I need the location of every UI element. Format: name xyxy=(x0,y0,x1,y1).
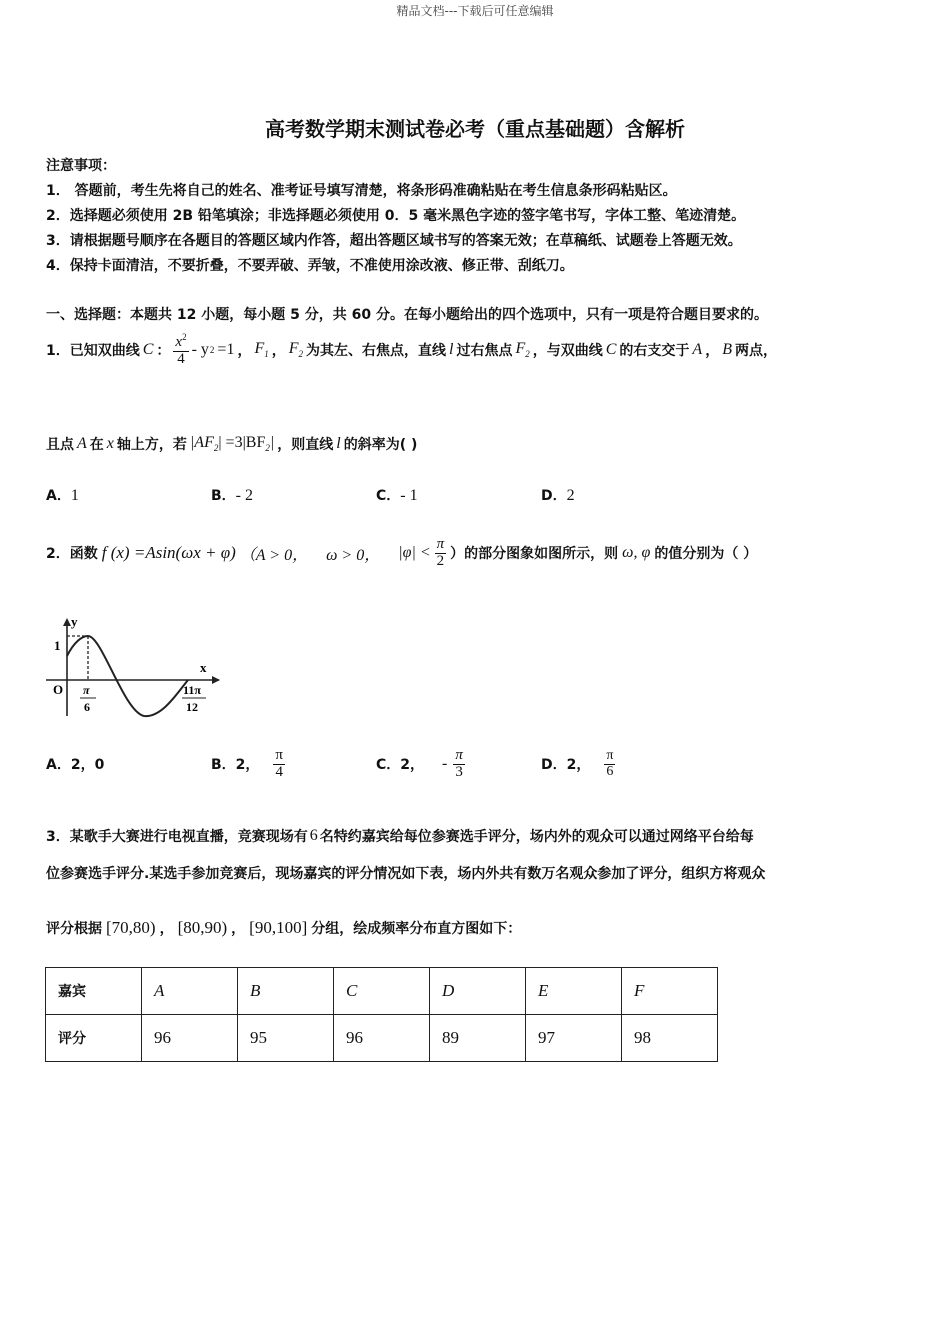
interval-2: [80,90) xyxy=(177,918,228,937)
table-row xyxy=(46,968,718,1015)
abs-af: |AF xyxy=(189,434,214,452)
tick-11pi: 11π xyxy=(183,683,201,697)
interval-3: [90,100] xyxy=(249,918,308,937)
score-cell: 96 xyxy=(142,1015,238,1062)
x-label: x xyxy=(200,660,207,675)
score-cell: 96 xyxy=(334,1015,430,1062)
number-six: 6 xyxy=(309,827,318,844)
distance-condition xyxy=(190,434,274,453)
question-1-text: ，则直线 xyxy=(277,437,334,453)
hyperbola-symbol: C xyxy=(142,341,154,358)
origin-label: O xyxy=(53,682,64,697)
guest-cell: B xyxy=(238,968,334,1015)
minus-y: - y xyxy=(191,341,209,358)
x-axis-arrow xyxy=(212,676,220,684)
abs-bf: | =3|BF xyxy=(218,434,266,452)
question-1-text: 的斜率为( ) xyxy=(343,437,418,453)
colon: ： xyxy=(156,343,171,359)
denominator: 4 xyxy=(177,350,185,367)
question-1-number: 1．已知双曲线 xyxy=(46,343,140,359)
point-a: A xyxy=(77,435,87,452)
function-expression: f (x) =Asin(ωx + φ) xyxy=(101,543,236,562)
line-l: l xyxy=(336,435,341,452)
option-d[interactable] xyxy=(541,485,661,505)
line-l: l xyxy=(449,341,454,358)
denominator: 3 xyxy=(455,763,463,780)
option-label: B．2， xyxy=(211,757,260,773)
question-2-options xyxy=(46,740,661,788)
page-header: 精品文档---下载后可任意编辑 xyxy=(396,4,554,18)
question-1-text: 轴上方，若 xyxy=(116,437,187,453)
focus-f2 xyxy=(289,340,303,359)
numerator: π xyxy=(455,746,463,763)
score-cell: 95 xyxy=(238,1015,334,1062)
page-title: 高考数学期末测试卷必考（重点基础题）含解析 xyxy=(265,117,685,141)
tick-pi: π xyxy=(83,683,90,697)
option-label: D．2， xyxy=(541,757,591,773)
subscript: 2 xyxy=(265,443,270,454)
option-d[interactable] xyxy=(541,749,661,779)
question-1-options xyxy=(46,485,661,505)
question-2-number: 2．函数 xyxy=(46,546,98,562)
exponent: 2 xyxy=(182,331,187,342)
question-1-text: 两点， xyxy=(734,343,777,359)
question-3-text: 评分根据 xyxy=(46,921,102,937)
question-1-line-1 xyxy=(46,328,777,372)
notice-heading: 注意事项： xyxy=(46,158,116,174)
option-b[interactable] xyxy=(211,748,376,781)
guest-cell: E xyxy=(526,968,622,1015)
abs-bar: | xyxy=(269,434,275,452)
option-a[interactable] xyxy=(46,754,211,774)
option-c[interactable] xyxy=(376,485,541,505)
row-header: 嘉宾 xyxy=(46,968,142,1015)
question-1-text: ，与双曲线 xyxy=(532,343,603,359)
question-1-text: 在 xyxy=(89,437,104,453)
numerator: π xyxy=(436,535,445,552)
y-axis-arrow xyxy=(63,618,71,626)
hyperbola-symbol: C xyxy=(605,341,617,358)
sine-graph xyxy=(44,612,224,720)
f1-letter: F xyxy=(254,340,265,358)
question-3-line-3: 评分根据 [70,80) ， [80,90) ， [90,100] 分组，绘成频率分布直方图如下： xyxy=(46,918,522,937)
tick-twelve: 12 xyxy=(186,700,198,714)
section-heading: 一、选择题：本题共 12 小题，每小题 5 分，共 60 分。在每小题给出的四个选项中，只有一项是符合题目要求的。 xyxy=(46,307,768,323)
point-a: A xyxy=(692,341,703,358)
option-label: B． xyxy=(211,488,236,504)
focus-f1 xyxy=(254,340,268,359)
numerator: π xyxy=(275,746,283,763)
question-3-line-2: 位参赛选手评分.某选手参加竞赛后，现场嘉宾的评分情况如下表，场内外共有数万名观众参加了评分，组织方将观众 xyxy=(46,866,766,882)
question-1-text: 的右支交于 xyxy=(619,343,690,359)
question-3-line-1 xyxy=(46,825,754,847)
score-table xyxy=(45,967,718,1062)
option-c[interactable] xyxy=(376,748,541,781)
var-x: x xyxy=(175,333,183,350)
numerator: π xyxy=(606,747,614,763)
denominator: 4 xyxy=(275,763,283,780)
row-header: 评分 xyxy=(46,1015,142,1062)
notice-item: 2．选择题必须使用 2B 铅笔填涂；非选择题必须使用 0．5 毫米黑色字迹的签字笔书写，字体工整、笔迹清楚。 xyxy=(46,208,746,224)
score-cell: 89 xyxy=(430,1015,526,1062)
omega-phi: ω, φ xyxy=(622,544,651,561)
comma: ， xyxy=(271,343,286,359)
question-2-text: ）的部分图象如图所示，则 xyxy=(450,546,619,562)
y-tick-one: 1 xyxy=(54,638,61,653)
option-b[interactable] xyxy=(211,485,376,505)
question-1-text: 为其左、右焦点，直线 xyxy=(306,343,447,359)
denominator: 2 xyxy=(436,552,445,569)
question-1-text: 且点 xyxy=(46,437,74,453)
guest-cell: C xyxy=(334,968,430,1015)
fraction-x2-over-4 xyxy=(173,333,188,368)
fraction xyxy=(453,748,465,781)
option-label: A．2，0 xyxy=(46,757,105,773)
point-b: B xyxy=(722,341,732,358)
question-3-text: 3．某歌手大赛进行电视直播，竞赛现场有 xyxy=(46,829,308,845)
option-label: D． xyxy=(541,488,567,504)
condition-phi: |φ| < xyxy=(398,544,431,561)
condition-omega: ω > 0， xyxy=(326,546,381,564)
score-cell: 98 xyxy=(622,1015,718,1062)
notice-item: 4．保持卡面清洁，不要折叠，不要弄破、弄皱，不准使用涂改液、修正带、刮纸刀。 xyxy=(46,258,574,274)
option-label: C． xyxy=(376,488,401,504)
option-a[interactable] xyxy=(46,485,211,505)
option-value: 1 xyxy=(70,487,79,504)
option-label: C．2， xyxy=(376,757,425,773)
guest-cell: D xyxy=(430,968,526,1015)
option-value: - 1 xyxy=(400,487,418,504)
y-label: y xyxy=(71,614,78,629)
minus-sign: - xyxy=(442,755,448,772)
fraction-pi-over-2 xyxy=(435,537,447,570)
denominator: 6 xyxy=(606,763,614,779)
f2-subscript: 2 xyxy=(298,349,304,360)
fraction xyxy=(273,748,285,781)
guest-cell: A xyxy=(142,968,238,1015)
notice-item: 1． 答题前，考生先将自己的姓名、准考证号填写清楚，将条形码准确粘贴在考生信息条形码粘贴区。 xyxy=(46,183,677,199)
notice-item: 3．请根据题号顺序在各题目的答题区域内作答，超出答题区域书写的答案无效；在草稿纸、试题卷上答题无效。 xyxy=(46,233,742,249)
interval-1: [70,80) xyxy=(106,918,156,937)
subscript: 2 xyxy=(213,443,219,454)
table-row xyxy=(46,1015,718,1062)
question-3-text: 名特约嘉宾给每位参赛选手评分，场内外的观众可以通过网络平台给每 xyxy=(319,829,754,845)
score-cell: 97 xyxy=(526,1015,622,1062)
f2-letter: F xyxy=(515,340,526,358)
option-value: 2 xyxy=(566,487,575,504)
question-2-text: 的值分别为（ ） xyxy=(654,546,758,562)
exponent: 2 xyxy=(209,345,215,355)
comma: ， xyxy=(705,343,720,359)
question-1-line-2 xyxy=(46,428,417,460)
equals-one: =1 xyxy=(217,341,235,358)
guest-cell: F xyxy=(622,968,718,1015)
x-axis-symbol: x xyxy=(106,435,114,452)
option-value: - 2 xyxy=(235,487,253,504)
option-label: A． xyxy=(46,488,71,504)
focus-f2 xyxy=(515,340,529,359)
f2-subscript: 2 xyxy=(525,349,530,360)
question-3-text: 分组，绘成频率分布直方图如下： xyxy=(311,921,522,937)
question-2-line xyxy=(46,528,757,578)
question-1-text: 过右焦点 xyxy=(456,343,513,359)
condition-a: （A > 0， xyxy=(239,546,309,564)
f2-letter: F xyxy=(288,340,299,358)
tick-six: 6 xyxy=(84,700,90,714)
comma: ， xyxy=(237,343,252,359)
fraction xyxy=(604,749,615,779)
f1-subscript: 1 xyxy=(264,349,269,360)
